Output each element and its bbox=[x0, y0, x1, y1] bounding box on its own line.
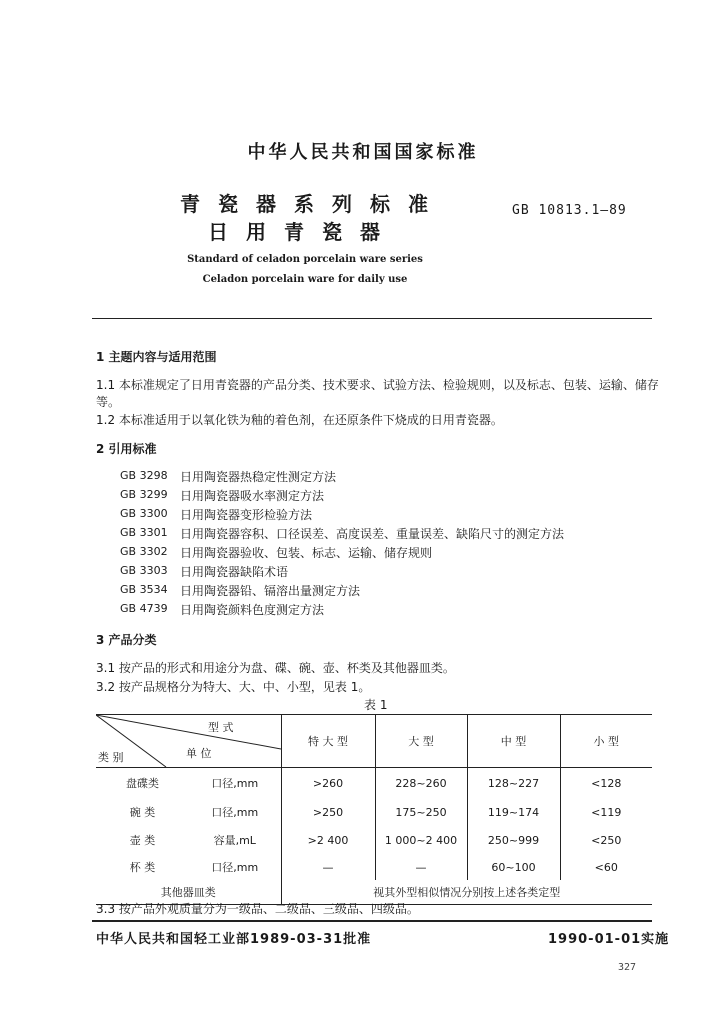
ref-code: GB 3300 bbox=[120, 507, 168, 520]
row-unit: 容量,mL bbox=[189, 826, 281, 854]
cell-value: <60 bbox=[594, 860, 618, 874]
standard-title-line1: 青瓷器系列标准 bbox=[180, 192, 446, 216]
ref-code: GB 3301 bbox=[120, 526, 168, 539]
ref-title: 日用陶瓷器热稳定性测定方法 bbox=[180, 470, 337, 484]
section3-paragraph2: 3.2 按产品规格分为特大、大、中、小型，见表 1。 bbox=[96, 680, 371, 694]
cell-value: 1 000~2 400 bbox=[375, 826, 467, 854]
row-category: 碗 类 bbox=[129, 806, 156, 819]
cell-value: 175~250 bbox=[375, 798, 467, 826]
page-number: 327 bbox=[618, 962, 637, 973]
row-category: 杯 类 bbox=[129, 861, 156, 874]
cell-value: >260 bbox=[281, 768, 375, 799]
row-category: 盘碟类 bbox=[126, 777, 159, 790]
cell-value: <128 bbox=[591, 776, 622, 790]
column-header: 小 型 bbox=[560, 715, 652, 768]
corner-category-label: 类 别 bbox=[98, 751, 124, 764]
table-row bbox=[96, 768, 652, 799]
column-header: 中 型 bbox=[467, 715, 560, 768]
ref-code: GB 4739 bbox=[120, 602, 168, 615]
table-row bbox=[96, 798, 652, 826]
ref-code: GB 3298 bbox=[120, 469, 168, 482]
approval-line: 中华人民共和国轻工业部1989-03-31批准 bbox=[96, 932, 372, 947]
english-title-line2: Celadon porcelain ware for daily use bbox=[202, 274, 408, 285]
corner-unit-label: 单 位 bbox=[186, 747, 212, 760]
footer-divider bbox=[92, 920, 652, 922]
section3-paragraph1: 3.1 按产品的形式和用途分为盘、碟、碗、壶、杯类及其他器皿类。 bbox=[96, 661, 455, 675]
ref-title: 日用陶瓷器变形检验方法 bbox=[180, 508, 313, 522]
row-unit: 口径,mm bbox=[189, 768, 281, 799]
national-standard-heading: 中华人民共和国国家标准 bbox=[247, 142, 479, 163]
column-header: 大 型 bbox=[375, 715, 467, 768]
table-row bbox=[96, 826, 652, 854]
section1-paragraph1-continuation: 等。 bbox=[96, 395, 121, 409]
cell-value: >250 bbox=[281, 798, 375, 826]
product-classification-table bbox=[96, 714, 652, 905]
cell-value: 119~174 bbox=[467, 798, 560, 826]
cell-value: >2 400 bbox=[281, 826, 375, 854]
header-divider bbox=[92, 318, 652, 319]
section3-heading: 3 产品分类 bbox=[96, 633, 157, 647]
table-corner-header bbox=[96, 715, 281, 768]
ref-code: GB 3299 bbox=[120, 488, 168, 501]
cell-value: 228~260 bbox=[375, 768, 467, 799]
implementation-date: 1990-01-01实施 bbox=[548, 932, 670, 947]
standard-number: GB 10813.1—89 bbox=[512, 203, 627, 218]
cell-value: <250 bbox=[591, 833, 622, 847]
section2-heading: 2 引用标准 bbox=[96, 442, 157, 456]
column-header: 特 大 型 bbox=[281, 715, 375, 768]
table-row bbox=[96, 854, 652, 880]
ref-title: 日用陶瓷器吸水率测定方法 bbox=[180, 489, 325, 503]
ref-code: GB 3534 bbox=[120, 583, 168, 596]
cell-value: — bbox=[375, 854, 467, 880]
section1-heading: 1 主题内容与适用范围 bbox=[96, 350, 217, 364]
ref-code: GB 3302 bbox=[120, 545, 168, 558]
ref-code: GB 3303 bbox=[120, 564, 168, 577]
section1-paragraph2: 1.2 本标准适用于以氧化铁为釉的着色剂，在还原条件下烧成的日用青瓷器。 bbox=[96, 413, 503, 427]
section3-paragraph3: 3.3 按产品外观质量分为一级品、二级品、三级品、四级品。 bbox=[96, 902, 419, 916]
row-unit: 口径,mm bbox=[189, 798, 281, 826]
row-category: 壶 类 bbox=[129, 834, 156, 847]
cell-value: — bbox=[281, 854, 375, 880]
row-category-other: 其他器皿类 bbox=[96, 880, 281, 905]
cell-value: 128~227 bbox=[467, 768, 560, 799]
ref-title: 日用陶瓷器容积、口径误差、高度误差、重量误差、缺陷尺寸的测定方法 bbox=[180, 527, 565, 541]
section1-paragraph1: 1.1 本标准规定了日用青瓷器的产品分类、技术要求、试验方法、检验规则，以及标志、包装、运输、储存 bbox=[96, 378, 659, 392]
other-category-note: 视其外型相似情况分别按上述各类定型 bbox=[281, 880, 652, 905]
cell-value: 250~999 bbox=[467, 826, 560, 854]
ref-title: 日用陶瓷器缺陷术语 bbox=[180, 565, 289, 579]
english-title-line1: Standard of celadon porcelain ware series bbox=[187, 254, 423, 265]
standard-title-line2: 日用青瓷器 bbox=[208, 220, 398, 244]
cell-value: 60~100 bbox=[467, 854, 560, 880]
cell-value: <119 bbox=[591, 805, 622, 819]
corner-type-label: 型 式 bbox=[208, 721, 234, 734]
ref-title: 日用陶瓷颜料色度测定方法 bbox=[180, 603, 325, 617]
ref-title: 日用陶瓷器铅、镉溶出量测定方法 bbox=[180, 584, 361, 598]
row-unit: 口径,mm bbox=[189, 854, 281, 880]
table-caption: 表 1 bbox=[364, 698, 388, 712]
ref-title: 日用陶瓷器验收、包装、标志、运输、储存规则 bbox=[180, 546, 433, 560]
